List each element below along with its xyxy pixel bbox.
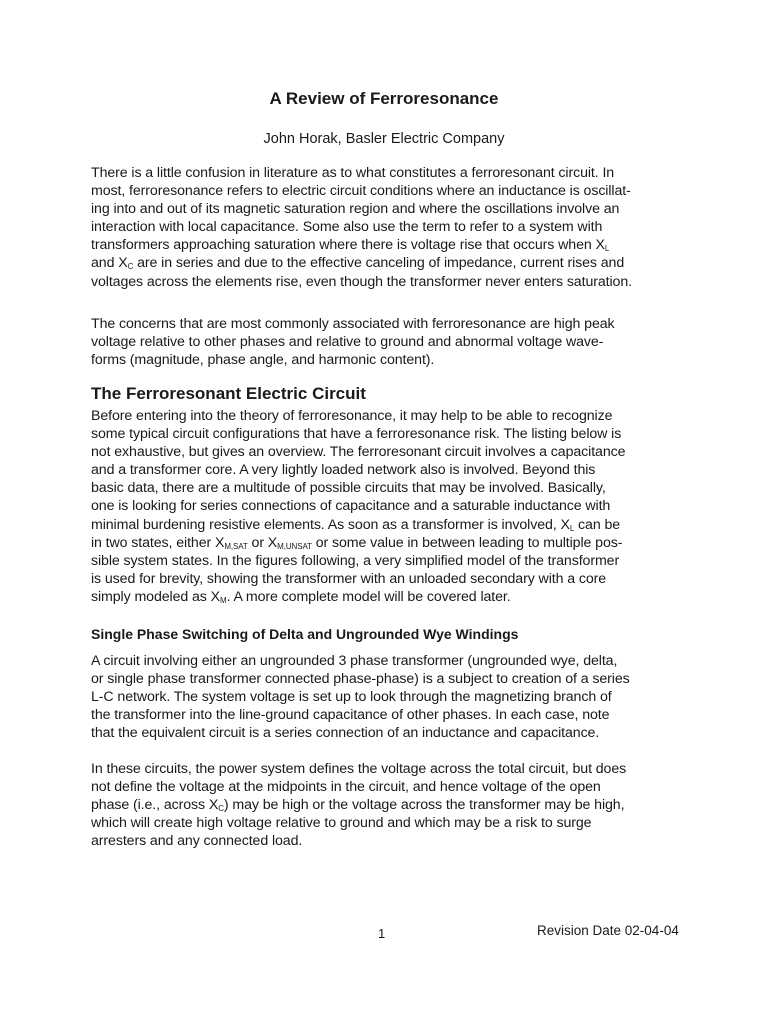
text-line: most, ferroresonance refers to electric circuit conditions where an inductance is oscillat-	[91, 183, 631, 200]
text-line: or single phase transformer connected phase-phase) is a subject to creation of a series	[91, 671, 630, 688]
subsection-paragraph	[91, 652, 691, 742]
text-line: sible system states. In the figures following, a very simplified model of the transformer	[91, 552, 620, 569]
text-line: not define the voltage at the midpoints in the circuit, and hence voltage of the open	[91, 779, 601, 796]
text-line: which will create high voltage relative to ground and which may be a risk to surge	[91, 815, 592, 832]
circuits-paragraph	[91, 760, 691, 850]
concerns-paragraph	[91, 315, 691, 369]
intro-paragraph	[91, 164, 691, 291]
section-heading: The Ferroresonant Electric Circuit	[91, 384, 366, 403]
section-paragraph	[91, 407, 691, 606]
text-line: forms (magnitude, phase angle, and harmonic content).	[91, 352, 435, 369]
subsection-heading: Single Phase Switching of Delta and Ungrounded Wye Windings	[91, 626, 519, 642]
subscript: M,SAT	[224, 541, 248, 551]
text-line: and a transformer core. A very lightly loaded network also is involved. Beyond this	[91, 462, 596, 479]
text-line: In these circuits, the power system defines the voltage across the total circuit, but does	[91, 761, 627, 777]
text-line: Before entering into the theory of ferroresonance, it may help to be able to recognize	[91, 408, 613, 424]
text-line: the transformer into the line-ground capacitance of other phases. In each case, note	[91, 707, 610, 724]
text-line: A circuit involving either an ungrounded 3 phase transformer (ungrounded wye, delta,	[91, 653, 618, 669]
text-line: arresters and any connected load.	[91, 833, 303, 850]
subscript: C	[218, 804, 224, 814]
text-line: minimal burdening resistive elements. As soon as a transformer is involved, $X_L$ can be	[91, 516, 621, 533]
text-line: transformers approaching saturation where there is voltage rise that occurs when $X_L$	[91, 237, 610, 254]
text-line: interaction with local capacitance. Some also use the term to refer to a system with	[91, 219, 603, 236]
text-line: that the equivalent circuit is a series connection of an inductance and capacitance.	[91, 725, 600, 742]
text-line: L-C network. The system voltage is set up to look through the magnetizing branch of	[91, 689, 612, 706]
document-title: A Review of Ferroresonance	[269, 89, 499, 108]
text-line: ing into and out of its magnetic saturation region and where the oscillations involve an	[91, 201, 620, 218]
text-line: The concerns that are most commonly associated with ferroresonance are high peak	[91, 316, 615, 332]
subscript: M,UNSAT	[277, 541, 312, 551]
text-line: voltage relative to other phases and relative to ground and abnormal voltage wave-	[91, 334, 604, 351]
text-line: voltages across the elements rise, even though the transformer never enters saturation.	[91, 273, 632, 290]
subscript: M	[220, 595, 227, 605]
subscript: L	[569, 523, 575, 533]
text-line: some typical circuit configurations that have a ferroresonance risk. The listing below is	[91, 426, 622, 443]
revision-date: Revision Date 02-04-04	[537, 923, 679, 938]
text-line: and $X_C$ are in series and due to the effective canceling of impedance, current rises and	[91, 255, 625, 272]
text-line: one is looking for series connections of capacitance and a saturable inductance with	[91, 498, 611, 515]
author-line: John Horak, Basler Electric Company	[263, 131, 505, 147]
subscript: C	[127, 262, 134, 272]
text-line: is used for brevity, showing the transformer with an unloaded secondary with a core	[91, 570, 607, 587]
text-line: not exhaustive, but gives an overview. The ferroresonant circuit involves a capacitance	[91, 444, 626, 461]
text-line: There is a little confusion in literature as to what constitutes a ferroresonant circuit. In	[91, 165, 615, 181]
text-line: in two states, either $X_{M,SAT}$ or $X_{M,UNSAT}$ or some value in between leading to multiple pos-	[91, 534, 623, 551]
subscript: L	[604, 244, 610, 254]
page-number: 1	[378, 926, 386, 941]
text-line: basic data, there are a multitude of possible circuits that may be involved. Basically,	[91, 480, 606, 497]
text-line: phase (i.e., across $X_C$) may be high or the voltage across the transformer may be high,	[91, 797, 625, 814]
text-line: simply modeled as $X_M$. A more complete model will be covered later.	[91, 588, 511, 605]
